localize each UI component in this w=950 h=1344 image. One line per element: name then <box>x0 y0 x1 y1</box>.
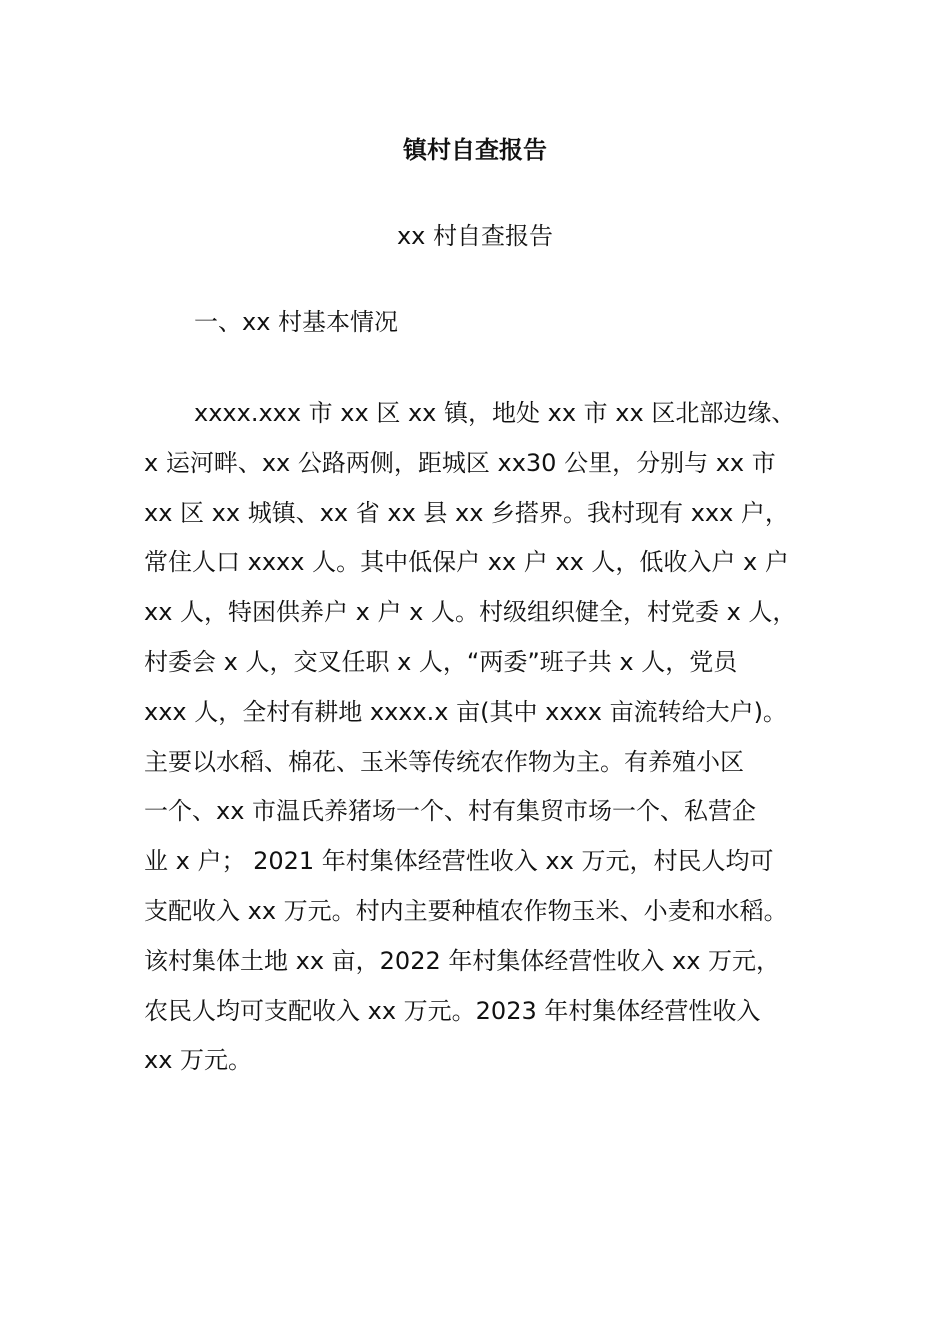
paragraph-line: 常住人口 xxxx 人。其中低保户 xx 户 xx 人，低收入户 x 户 <box>144 548 789 577</box>
paragraph-line: xxxx.xxx 市 xx 区 xx 镇，地处 xx 市 xx 区北部边缘、 <box>194 399 796 427</box>
paragraph-line: xx 人，特困供养户 x 户 x 人。村级组织健全，村党委 x 人， <box>144 598 797 627</box>
body-paragraph <box>144 389 824 1086</box>
section-heading: 一、xx 村基本情况 <box>194 308 399 336</box>
paragraph-line: xx 万元。 <box>144 1046 253 1075</box>
paragraph-line: 主要以水稻、棉花、玉米等传统农作物为主。有养殖小区 <box>144 747 744 776</box>
document-title: 镇村自查报告 <box>403 136 547 164</box>
report-subtitle: xx 村自查报告 <box>396 222 554 250</box>
paragraph-line: 村委会 x 人，交叉任职 x 人，“两委”班子共 x 人，党员 <box>144 647 738 676</box>
paragraph-line: 支配收入 xx 万元。村内主要种植农作物玉米、小麦和水稻。 <box>144 896 788 925</box>
paragraph-line: xxx 人，全村有耕地 xxxx.x 亩(其中 xxxx 亩流转给大户)。 <box>144 697 787 726</box>
paragraph-line: xx 区 xx 城镇、xx 省 xx 县 xx 乡搭界。我村现有 xxx 户， <box>144 498 789 527</box>
paragraph-line: 农民人均可支配收入 xx 万元。2023 年村集体经营性收入 <box>144 996 761 1025</box>
paragraph-line: 业 x 户； 2021 年村集体经营性收入 xx 万元，村民人均可 <box>144 847 774 876</box>
paragraph-line: 一个、xx 市温氏养猪场一个、村有集贸市场一个、私营企 <box>144 797 757 826</box>
paragraph-line: 该村集体土地 xx 亩，2022 年村集体经营性收入 xx 万元， <box>144 946 781 975</box>
paragraph-line: x 运河畔、xx 公路两侧，距城区 xx30 公里，分别与 xx 市 <box>144 448 776 477</box>
